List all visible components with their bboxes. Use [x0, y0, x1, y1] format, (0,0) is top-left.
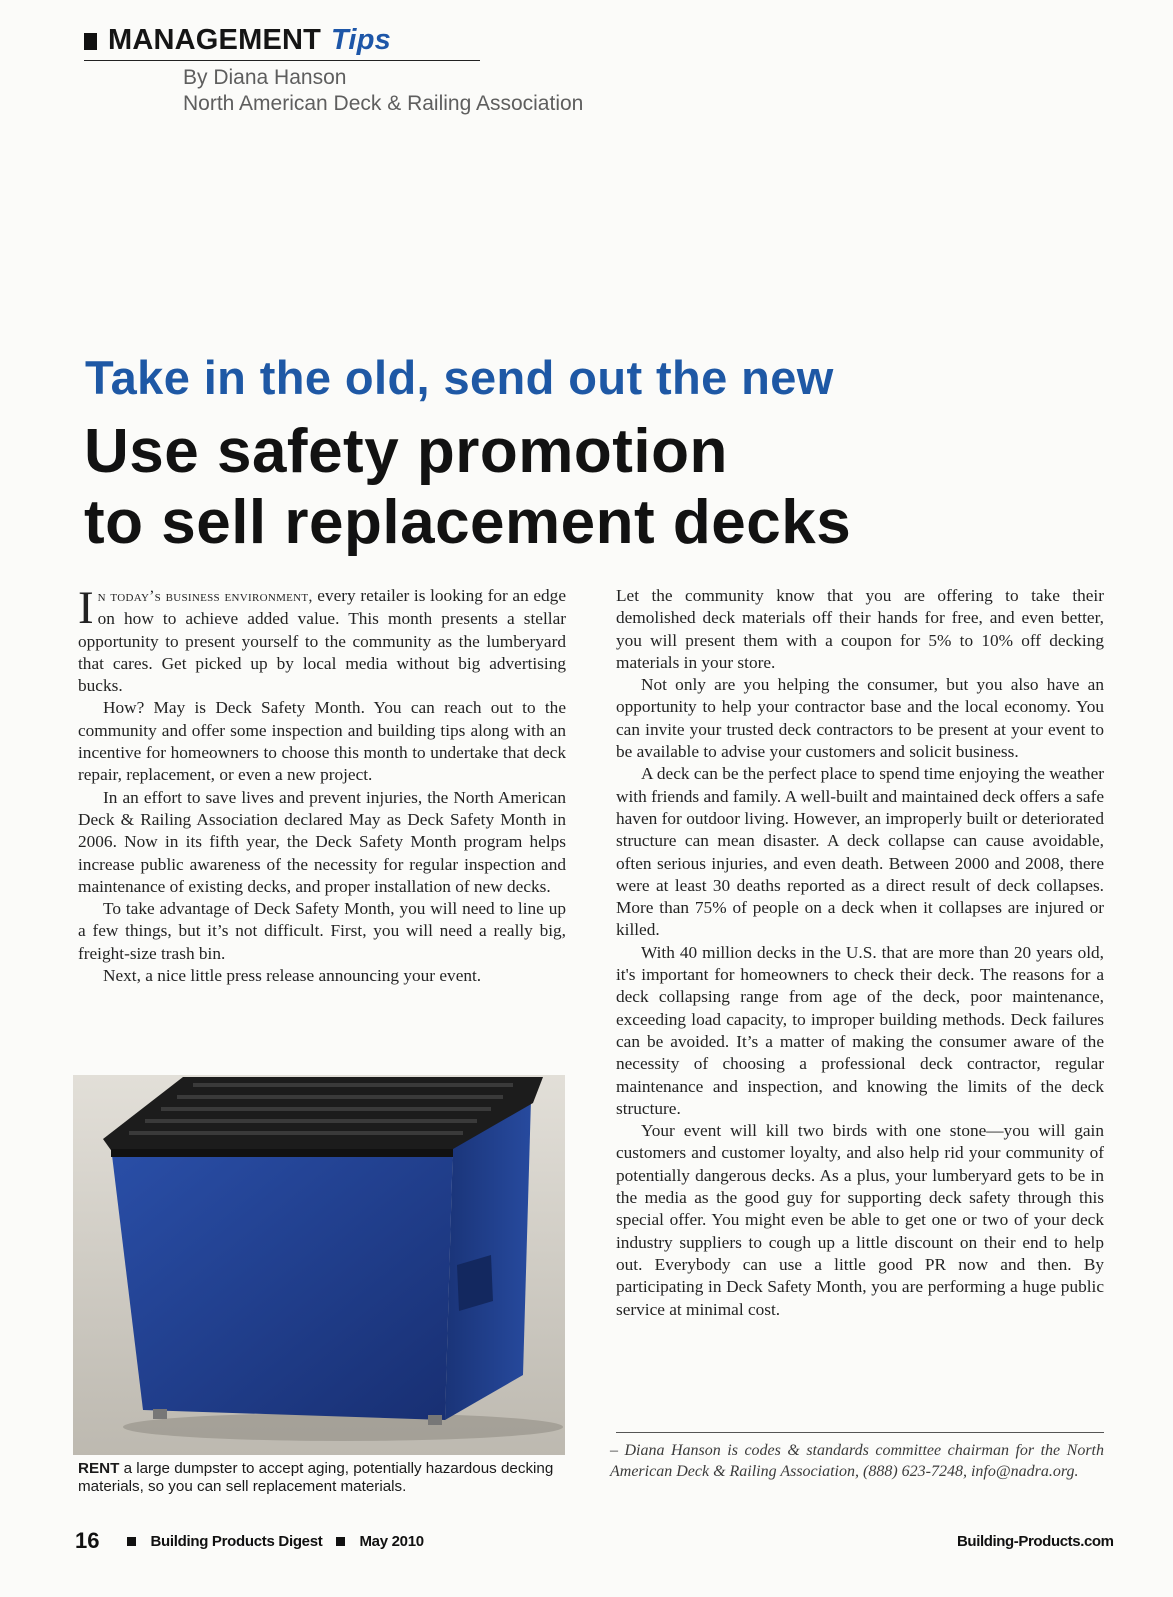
author-note-divider — [616, 1432, 1104, 1433]
dumpster-photo — [73, 1075, 565, 1455]
section-label: MANAGEMENT — [108, 24, 322, 56]
byline-organization: North American Deck & Railing Association — [183, 92, 584, 115]
article-column-right — [616, 585, 1104, 1321]
section-header — [84, 22, 480, 61]
body-paragraph: Next, a nice little press release announcing your event. — [103, 966, 482, 986]
body-paragraph: Let the community know that you are offering to take their demolished deck materials off their hands for free, and even better, you will present them with a coupon for 5% to 10% off decking materials in your store. — [616, 586, 1104, 672]
headline-kicker: Take in the old, send out the new — [85, 351, 834, 404]
article-column-left — [78, 582, 566, 987]
caption-lead: RENT — [78, 1460, 120, 1477]
headline-line-2: to sell replacement decks — [84, 488, 852, 557]
page-number: 16 — [75, 1528, 100, 1553]
body-paragraph: A deck can be the perfect place to spend time enjoying the weather with friends and family. A well-built and maintained deck offers a safe haven for outdoor living. However, an improperly built or deteriorated structure can mean disaster. A deck collapse can cause avoidable, often serious injuries, and even death. Between 2000 and 2008, there were at least 30 deaths reported as a direct result of deck collapses. More than 75% of people on a deck when it collapses are injured or killed. — [616, 764, 1104, 940]
page-footer — [75, 1528, 424, 1554]
body-paragraph: To take advantage of Deck Safety Month, you will need to line up a few things, but it’s not difficult. First, you will need a really big, freight-size trash bin. — [78, 899, 566, 963]
lead-paragraph — [78, 582, 566, 697]
footer-publication: Building Products Digest — [150, 1532, 323, 1550]
byline-author: By Diana Hanson — [183, 66, 347, 89]
lead-smallcaps: n today’s business environment, — [97, 588, 313, 605]
headline-line-1: Use safety promotion — [84, 417, 728, 486]
body-paragraph: In an effort to save lives and prevent injuries, the North American Deck & Railing Association declared May as Deck Safety Month in 2006. Now in its fifth year, the Deck Safety Month program helps increase public awareness of the necessity for regular inspection and maintenance of existing decks, and proper installation of new decks. — [78, 787, 566, 896]
footer-bullet-icon — [336, 1537, 345, 1546]
body-paragraph: With 40 million decks in the U.S. that are more than 20 years old, it's important for homeowners to check their deck. The reasons for a deck collapsing range from age of the deck, poor maintenance, exceeding load capacity, to improper building methods. Deck failures can be avoided. It’s a matter of making the consumer aware of the necessity of choosing a professional deck contractor, regular maintenance and inspection, and knowing the limits of the deck structure. — [616, 942, 1104, 1118]
caption-text: a large dumpster to accept aging, potentially hazardous decking materials, so you can sell replacement materials. — [78, 1460, 554, 1495]
section-bullet-icon — [84, 33, 97, 50]
body-paragraph: Your event will kill two birds with one stone—you will gain customers and customer loyalty, and also help rid your community of potentially dangerous decks. As a plus, your lumberyard gets to be in the media as the good guy for supporting deck safety through this special offer. You might even be able to get one or two of your deck industry suppliers to cough up a little discount on their end to help out. Everybody can use a little good PR now and then. By participating in Deck Safety Month, you are performing a huge public service at minimal cost. — [616, 1121, 1104, 1319]
footer-issue: May 2010 — [359, 1532, 424, 1550]
photo-caption — [78, 1460, 566, 1496]
author-note: – Diana Hanson is codes & standards committee chairman for the North American Deck & Railing Association, (888) 623-7248, info@nadra.org. — [610, 1442, 1104, 1480]
lead-text: every retailer is looking for an edge on how to achieve added value. This month presents a stellar opportunity to present yourself to the community as the lumberyard that cares. Get picked up by local media without big advertising bucks. — [78, 586, 566, 696]
body-paragraph: How? May is Deck Safety Month. You can reach out to the community and offer some inspection and building tips along with an incentive for homeowners to choose this month to undertake that deck repair, replacement, or even a new project. — [78, 698, 566, 785]
body-paragraph: Not only are you helping the consumer, but you also have an opportunity to help your contractor base and the local economy. You can invite your trusted deck contractors to be present at your event to be available to advise your customers and solicit business. — [616, 675, 1104, 762]
drop-cap: I — [78, 582, 94, 634]
footer-bullet-icon — [127, 1537, 136, 1546]
footer-website: Building-Products.com — [957, 1533, 1114, 1550]
section-title — [108, 24, 391, 57]
section-tag: Tips — [331, 24, 391, 56]
